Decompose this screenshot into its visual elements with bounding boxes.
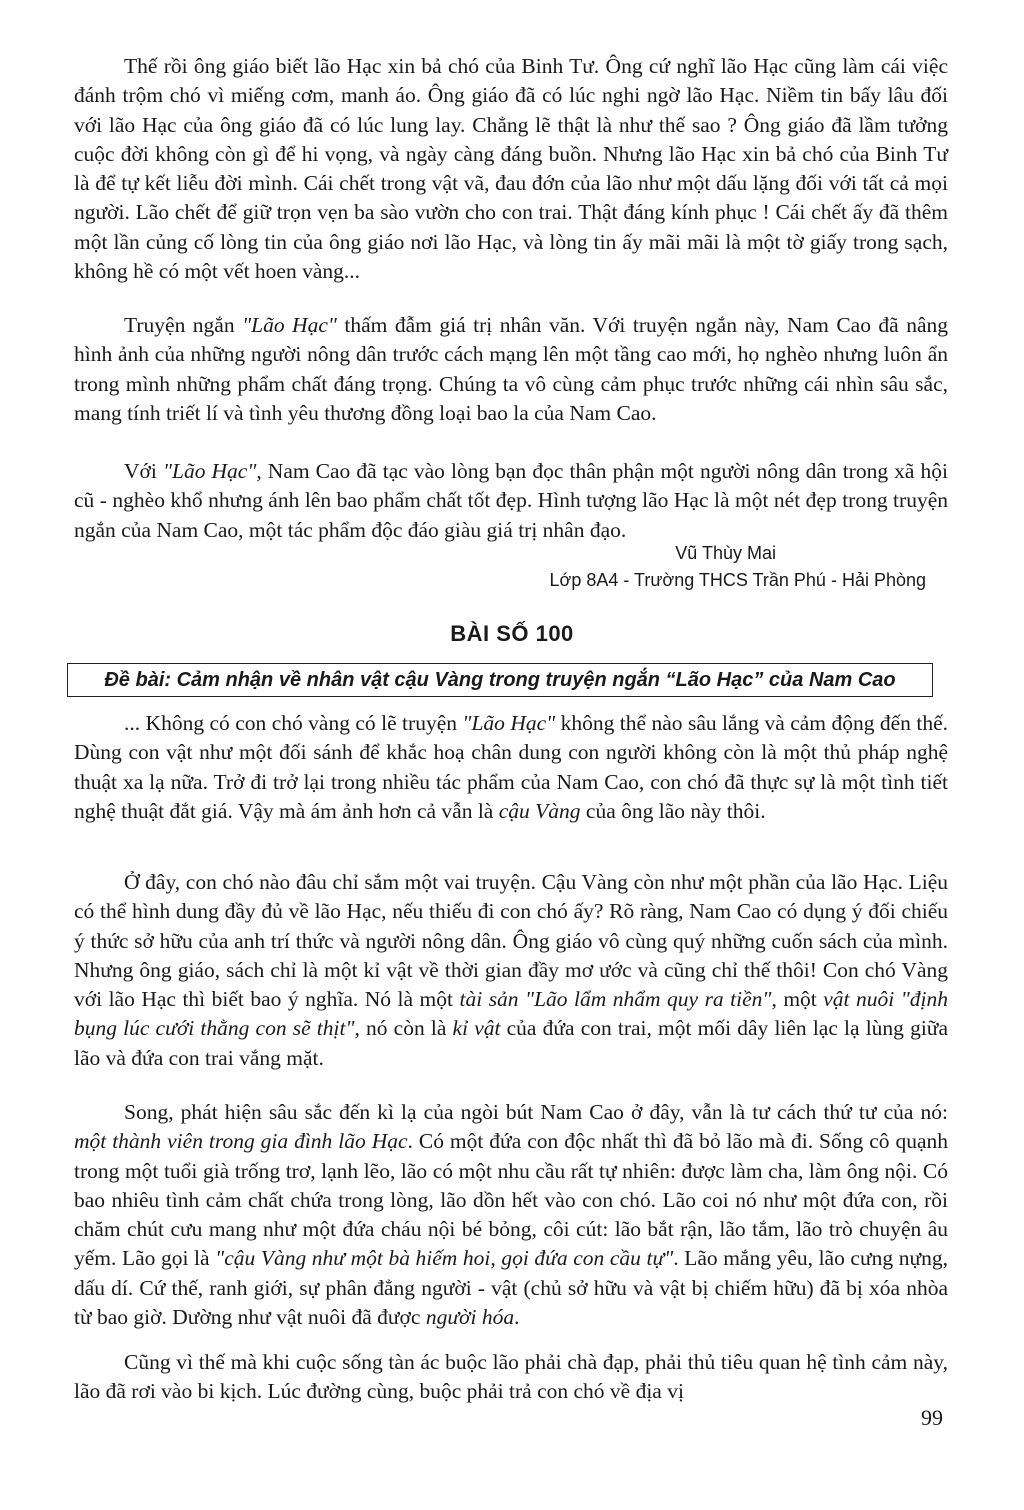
paragraph-4 <box>74 709 948 826</box>
work-title-italic: "Lão Hạc" <box>462 711 556 735</box>
section-title: BÀI SỐ 100 <box>450 621 574 646</box>
quote-italic: tài sản "Lão lẩm nhẩm quy ra tiền" <box>459 987 772 1012</box>
quote-italic: "cậu Vàng như một bà hiếm hoi, gọi đứa con cầu tự" <box>215 1246 674 1271</box>
essay-prompt-box <box>67 663 933 697</box>
author-name: Vũ Thùy Mai <box>675 543 776 563</box>
paragraph-6-text-c: . Có một đứa con độc nhất thì đã bỏ lão mà đi. Sống cô quạnh trong một tuổi già trống trơ, lạnh lẽo, lão có một nhu cầu rất tự nhiên: được làm cha, làm ông nội. Có bao nhiêu tình cảm chất chứa trong lòng, lão dồn hết vào con chó. Lão coi nó như một đứa con, rồi chăm chút cưu mang như một đứa cháu nội bé bỏng, côi cút: lão bắt rận, lão tắm, lão trò chuyện âu yếm. Lão gọi là <box>74 1129 948 1271</box>
paragraph-3-text-c: , Nam Cao đã tạc vào lòng bạn đọc thân phận một người nông dân trong xã hội cũ - nghèo khổ nhưng ánh lên bao phẩm chất tốt đẹp. Hình tượng lão Hạc là một nét đẹp trong truyện ngắn của Nam Cao, một tác phẩm độc đáo giàu giá trị nhân đạo. <box>74 459 948 542</box>
paragraph-2 <box>74 311 948 428</box>
paragraph-4-text-c: không thể nào sâu lắng và cảm động đến thế. Dùng con vật như một đối sánh để khắc hoạ chân dung con người không còn là một thủ pháp nghệ thuật xa lạ nữa. Trở đi trở lại trong nhiều tác phẩm của Nam Cao, con chó đã thực sự là một tình tiết nghệ thuật đắt giá. Vậy mà ám ảnh hơn cả vẫn là <box>74 711 948 823</box>
paragraph-5-text-g: của đứa con trai, một mối dây liên lạc lạ lùng giữa lão và đứa con trai vắng mặt. <box>74 1016 948 1070</box>
term-italic: người hóa <box>425 1305 515 1330</box>
essay-prompt: Đề bài: Cảm nhận về nhân vật cậu Vàng trong truyện ngắn “Lão Hạc” của Nam Cao <box>104 668 896 691</box>
paragraph-1 <box>74 52 948 286</box>
paragraph-2-text-c: thấm đẫm giá trị nhân văn. Với truyện ngắn này, Nam Cao đã nâng hình ảnh của những người nông dân trước cách mạng lên một tầng cao mới, họ nghèo nhưng luôn ẩn trong mình những phẩm chất đáng trọng. Chúng ta vô cùng cảm phục trước những cái nhìn sâu sắc, mang tính triết lí và tình yêu thương đồng loại bao la của Nam Cao. <box>74 313 948 425</box>
paragraph-1-text: Thế rồi ông giáo biết lão Hạc xin bả chó của Binh Tư. Ông cứ nghĩ lão Hạc cũng làm cái việc đánh trộm chó vì miếng cơm, manh áo. Ông giáo đã có lúc nghi ngờ lão Hạc. Niềm tin bấy lâu đối với lão Hạc của ông giáo đã có lúc lung lay. Chẳng lẽ thật là như thế sao ? Ông giáo đã lầm tưởng cuộc đời không còn gì để hi vọng, và ngày càng đáng buồn. Nhưng lão Hạc xin bả chó của Binh Tư là để tự kết liễu đời mình. Cái chết trong vật vã, đau đớn của lão như một dấu lặng đối với tất cả mọi người. Lão chết để giữ trọn vẹn ba sào vườn cho con trai. Thật đáng kính phục ! Cái chết ấy đã thêm một lần củng cố lòng tin của ông giáo nơi lão Hạc, và lòng tin ấy mãi mãi là một tờ giấy trong sạch, không hề có một vết hoen vàng... <box>74 54 948 284</box>
paragraph-3-text-a: Với <box>124 459 163 483</box>
work-title-italic: "Lão Hạc" <box>162 459 257 483</box>
paragraph-5-text-c: , một <box>771 987 824 1012</box>
paragraph-7 <box>74 1348 948 1407</box>
paragraph-5 <box>74 868 948 1073</box>
paragraph-2-text-a: Truyện ngắn <box>124 313 243 337</box>
quote-italic: vật nuôi "định bụng lúc cưới thằng con sẽ thịt" <box>74 987 948 1041</box>
paragraph-6-text-g: . <box>514 1305 520 1330</box>
paragraph-3 <box>74 457 948 545</box>
paragraph-6-text-a: Song, phát hiện sâu sắc đến kì lạ của ngòi bút Nam Cao ở đây, vẫn là tư cách thứ tư của nó: <box>124 1100 948 1124</box>
work-title-italic: "Lão Hạc" <box>242 313 337 337</box>
term-italic: kỉ vật <box>452 1016 501 1041</box>
paragraph-5-text-a: Ở đây, con chó nào đâu chỉ sắm một vai truyện. Cậu Vàng còn như một phần của lão Hạc. Liệu có thể hình dung đầy đủ về lão Hạc, nếu thiếu đi con chó ấy? Rõ ràng, Nam Cao có dụng ý đối chiếu ý thức sở hữu của anh trí thức và người nông dân. Ông giáo vô cùng quý những cuốn sách của mình. Nhưng ông giáo, sách chỉ là một kỉ vật về thời gian đầy mơ ước và cũng chỉ thế thôi! Con chó Vàng với lão Hạc thì biết bao ý nghĩa. Nó là một <box>74 870 948 1012</box>
paragraph-6 <box>74 1098 948 1332</box>
paragraph-4-text-a: ... Không có con chó vàng có lẽ truyện <box>124 711 463 735</box>
character-name-italic: cậu Vàng <box>498 798 581 823</box>
paragraph-4-text-e: của ông lão này thôi. <box>580 798 766 823</box>
phrase-italic: một thành viên trong gia đình lão Hạc <box>74 1129 408 1154</box>
author-school: Lớp 8A4 - Trường THCS Trần Phú - Hải Phòng <box>549 570 926 590</box>
paragraph-5-text-e: , nó còn là <box>354 1016 453 1041</box>
page-number: 99 <box>921 1405 943 1430</box>
paragraph-7-text: Cũng vì thế mà khi cuộc sống tàn ác buộc lão phải chà đạp, phải thủ tiêu quan hệ tình cảm này, lão đã rơi vào bi kịch. Lúc đường cùng, buộc phải trả con chó về địa vị <box>74 1350 948 1404</box>
paragraph-6-text-e: . Lão mắng yêu, lão cưng nựng, dấu dí. Cứ thế, ranh giới, sự phân đẳng người - vật (chủ sở hữu và vật bị chiếm hữu) đã bị xóa nhòa từ bao giờ. Dường như vật nuôi đã được <box>74 1246 948 1330</box>
